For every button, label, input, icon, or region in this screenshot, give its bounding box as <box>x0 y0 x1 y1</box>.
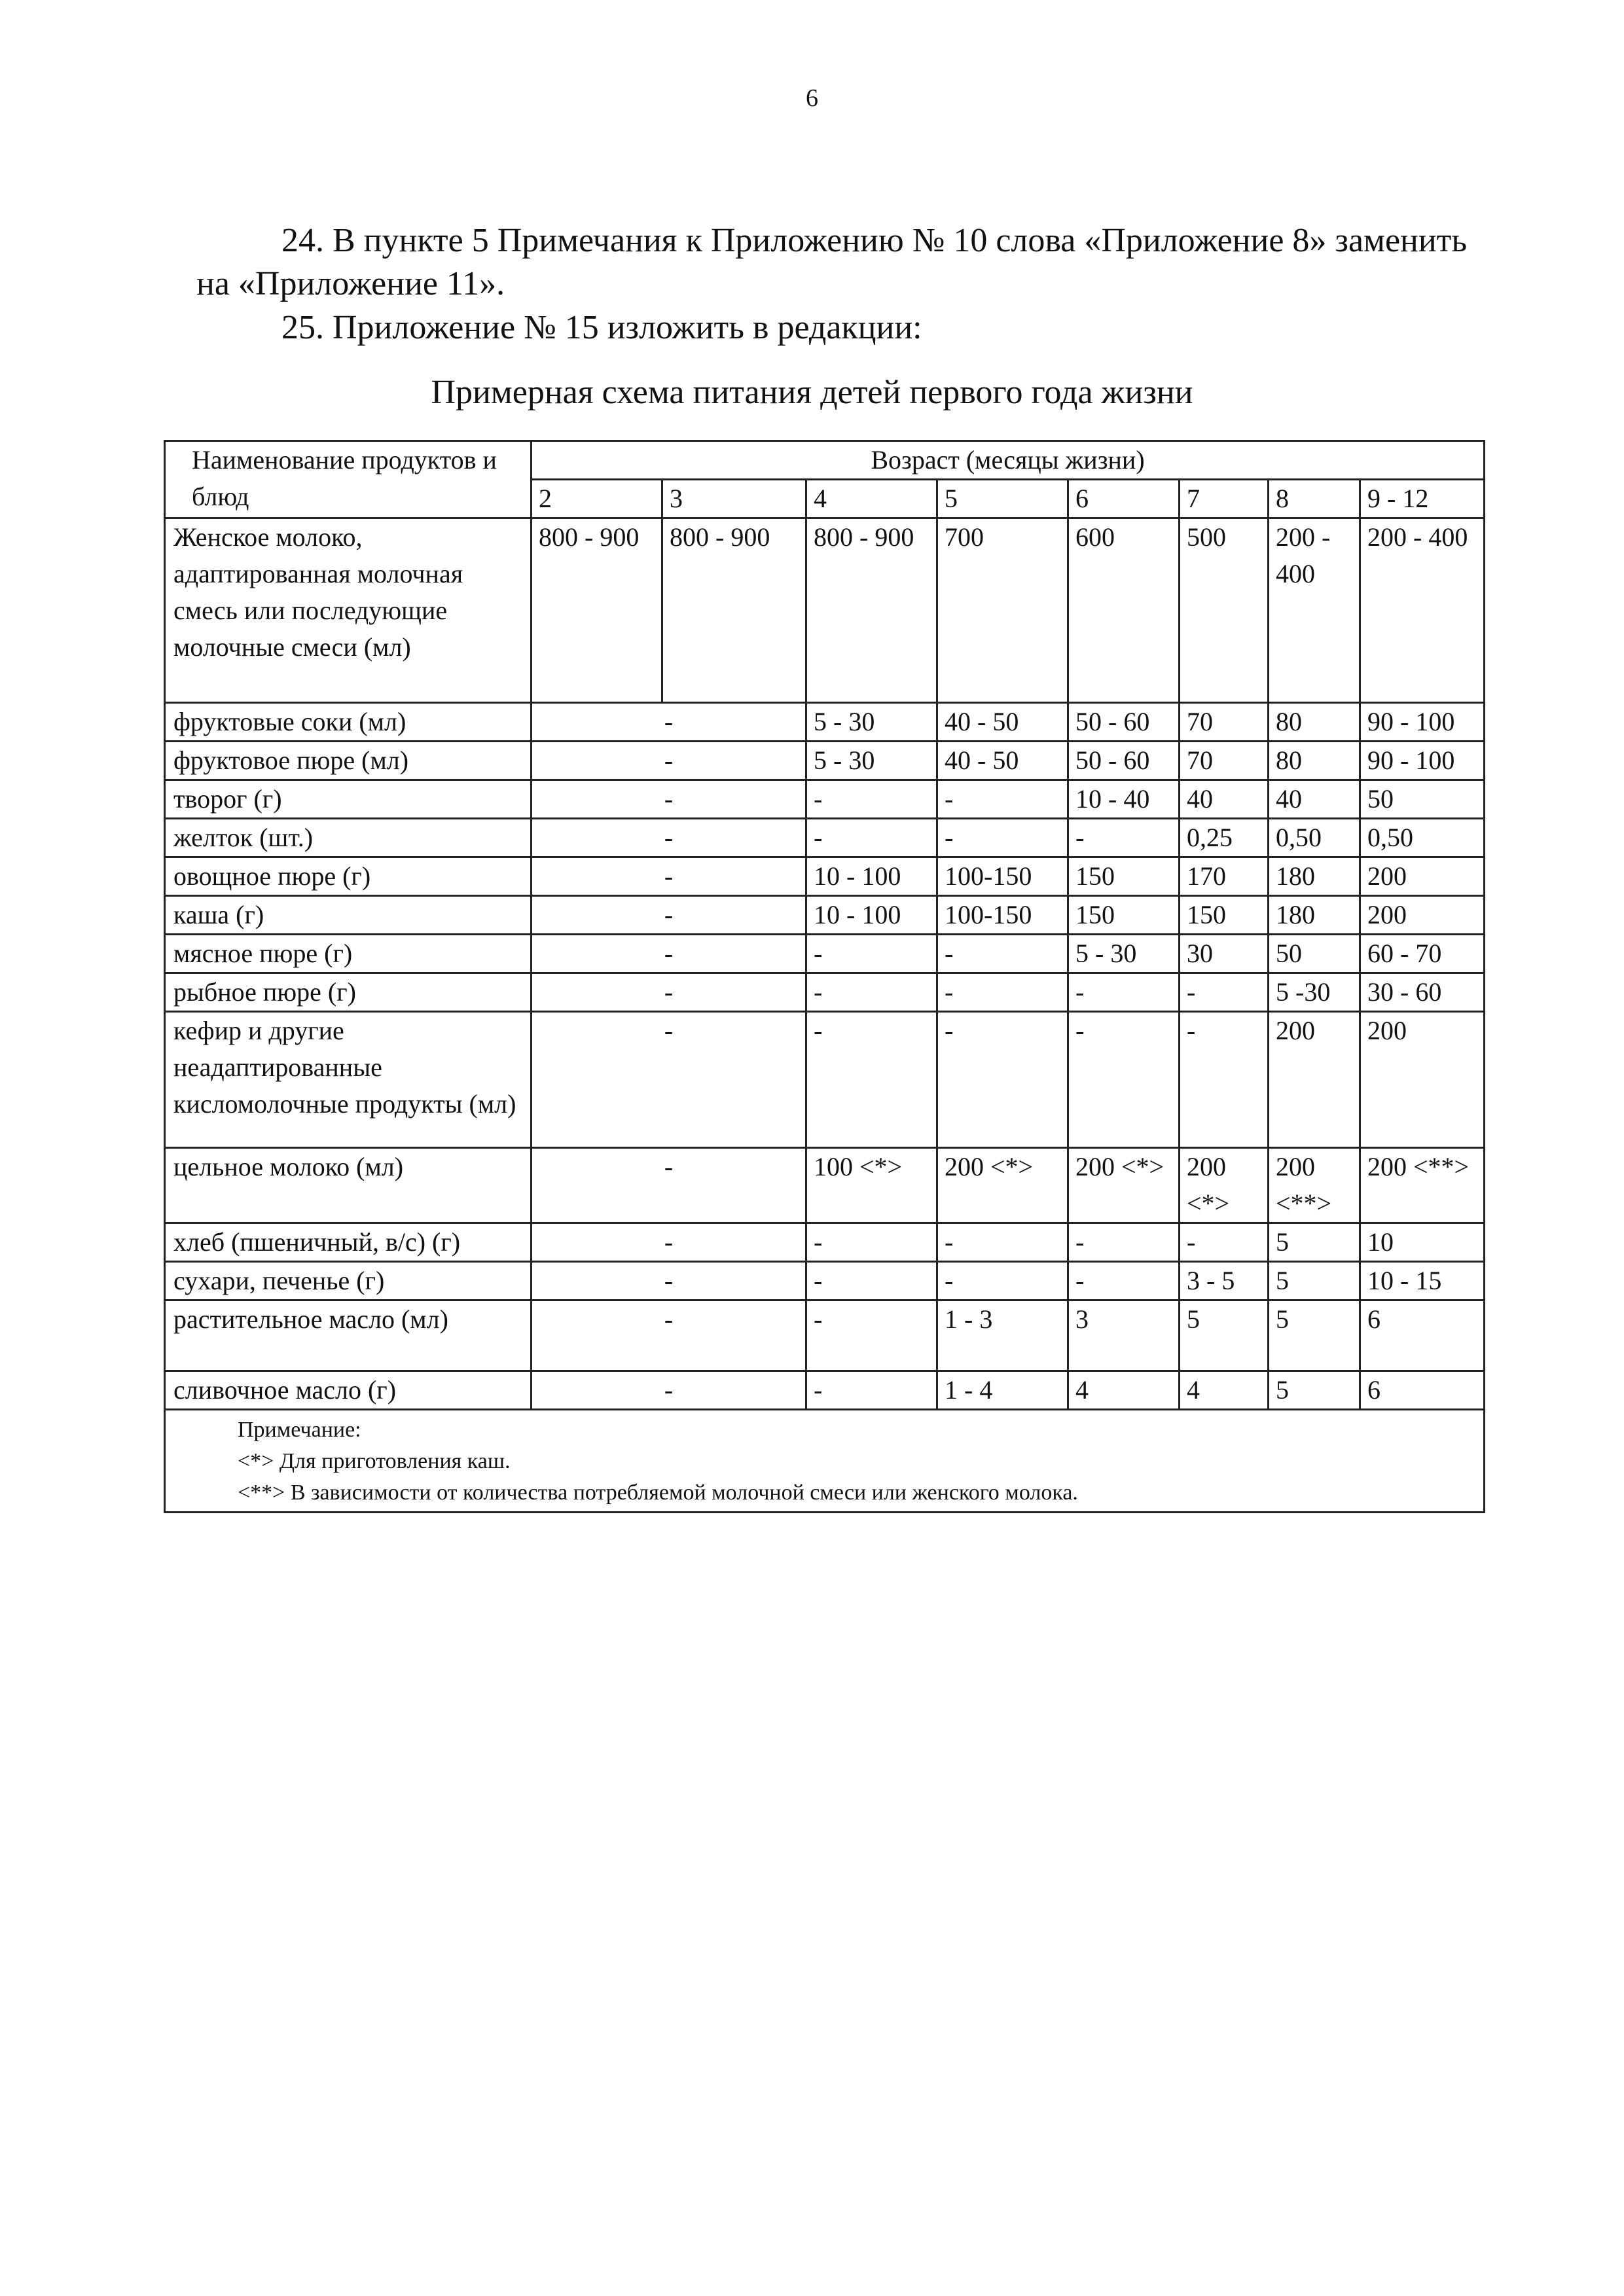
value-cell: 6 <box>1360 1371 1485 1410</box>
page-number: 6 <box>806 84 818 112</box>
value-cell-months-2-3: - <box>532 1300 806 1371</box>
value-cell: - <box>1068 1262 1180 1300</box>
value-cell: - <box>1068 819 1180 857</box>
value-cell: 5 - 30 <box>806 742 937 780</box>
value-cell: 5 <box>1269 1262 1360 1300</box>
value-cell: 10 - 40 <box>1068 780 1180 819</box>
value-cell: 50 <box>1269 935 1360 973</box>
value-cell: 30 <box>1180 935 1269 973</box>
value-cell: - <box>937 1012 1068 1148</box>
value-cell: 0,25 <box>1180 819 1269 857</box>
value-cell: 800 - 900 <box>806 518 937 703</box>
note-line: <*> Для приготовления каш. <box>238 1449 511 1473</box>
value-cell: 600 <box>1068 518 1180 703</box>
value-cell: 200 <box>1360 1012 1485 1148</box>
value-cell: - <box>1068 973 1180 1012</box>
notes-row <box>165 1410 1485 1513</box>
value-cell: 70 <box>1180 703 1269 742</box>
row-name: сухари, печенье (г) <box>165 1262 532 1300</box>
value-cell: - <box>806 935 937 973</box>
value-cell: 90 - 100 <box>1360 742 1485 780</box>
value-cell: 700 <box>937 518 1068 703</box>
age-header-cell: 4 <box>806 480 937 518</box>
row-name: сливочное масло (г) <box>165 1371 532 1410</box>
table-row <box>165 1300 1485 1371</box>
table-row <box>165 1371 1485 1410</box>
value-cell: 200 <box>1269 1012 1360 1148</box>
value-cell: - <box>1180 1223 1269 1262</box>
row-name: хлеб (пшеничный, в/с) (г) <box>165 1223 532 1262</box>
value-cell: 4 <box>1068 1371 1180 1410</box>
notes-cell <box>165 1410 1485 1513</box>
value-cell: 150 <box>1068 857 1180 896</box>
value-cell: 1 - 4 <box>937 1371 1068 1410</box>
feeding-schedule-table <box>164 440 1485 1513</box>
value-cell: 4 <box>1180 1371 1269 1410</box>
value-cell: 3 - 5 <box>1180 1262 1269 1300</box>
value-cell-months-2-3: - <box>532 1223 806 1262</box>
table-row <box>165 819 1485 857</box>
paragraph-25: 25. Приложение № 15 изложить в редакции: <box>281 309 922 346</box>
value-cell: - <box>806 973 937 1012</box>
value-cell: 10 - 100 <box>806 857 937 896</box>
header-name-cell: Наименование продуктов и блюд <box>165 441 532 518</box>
value-cell-months-2-3: - <box>532 935 806 973</box>
value-cell: 100 <*> <box>806 1148 937 1223</box>
value-cell: - <box>806 1300 937 1371</box>
value-cell: 180 <box>1269 896 1360 935</box>
value-cell: 5 - 30 <box>1068 935 1180 973</box>
table-title: Примерная схема питания детей первого года жизни <box>431 374 1193 411</box>
value-cell: 200 - 400 <box>1269 518 1360 703</box>
age-header-cell: 6 <box>1068 480 1180 518</box>
age-header-cell: 8 <box>1269 480 1360 518</box>
value-cell-months-2-3: - <box>532 742 806 780</box>
value-cell: 5 <box>1269 1371 1360 1410</box>
row-name: желток (шт.) <box>165 819 532 857</box>
value-cell: 40 <box>1269 780 1360 819</box>
value-cell: 50 <box>1360 780 1485 819</box>
row-name: цельное молоко (мл) <box>165 1148 532 1223</box>
row-name: кефир и другие неадаптированные кисломолочные продукты (мл) <box>165 1012 532 1148</box>
row-name: каша (г) <box>165 896 532 935</box>
value-cell: 200 <**> <box>1269 1148 1360 1223</box>
table-row <box>165 1262 1485 1300</box>
value-cell: 100-150 <box>937 857 1068 896</box>
value-cell: 200 <*> <box>1068 1148 1180 1223</box>
value-cell: 180 <box>1269 857 1360 896</box>
value-cell: 800 - 900 <box>532 518 662 703</box>
value-cell: 6 <box>1360 1300 1485 1371</box>
age-header-cell: 7 <box>1180 480 1269 518</box>
value-cell-months-2-3: - <box>532 1262 806 1300</box>
age-header-cell: 9 - 12 <box>1360 480 1485 518</box>
value-cell: 10 <box>1360 1223 1485 1262</box>
value-cell: 200 <box>1360 896 1485 935</box>
value-cell: 5 <box>1180 1300 1269 1371</box>
table-row <box>165 1223 1485 1262</box>
value-cell: - <box>1068 1012 1180 1148</box>
table-row <box>165 703 1485 742</box>
value-cell: 70 <box>1180 742 1269 780</box>
value-cell: 80 <box>1269 742 1360 780</box>
value-cell: - <box>1068 1223 1180 1262</box>
table-row <box>165 857 1485 896</box>
value-cell: 200 <box>1360 857 1485 896</box>
table-row <box>165 1012 1485 1148</box>
value-cell: 50 - 60 <box>1068 742 1180 780</box>
value-cell: 170 <box>1180 857 1269 896</box>
value-cell: 40 - 50 <box>937 742 1068 780</box>
table-row <box>165 935 1485 973</box>
value-cell: 150 <box>1180 896 1269 935</box>
note-line: Примечание: <box>238 1418 361 1442</box>
value-cell: 200 - 400 <box>1360 518 1485 703</box>
age-header-cell: 3 <box>662 480 806 518</box>
value-cell-months-2-3: - <box>532 1371 806 1410</box>
value-cell: 200 <**> <box>1360 1148 1485 1223</box>
value-cell-months-2-3: - <box>532 896 806 935</box>
value-cell: 5 - 30 <box>806 703 937 742</box>
value-cell: - <box>1180 1012 1269 1148</box>
milk-row <box>165 518 1485 703</box>
value-cell: 200 <*> <box>1180 1148 1269 1223</box>
value-cell: 0,50 <box>1269 819 1360 857</box>
paragraph-24: 24. В пункте 5 Примечания к Приложению № 10 слова «Приложение 8» заменить на «Приложение 11». <box>196 222 1468 302</box>
value-cell: - <box>937 780 1068 819</box>
value-cell-months-2-3: - <box>532 1148 806 1223</box>
value-cell: - <box>806 780 937 819</box>
note-line: <**> В зависимости от количества потребляемой молочной смеси или женского молока. <box>238 1480 1078 1505</box>
value-cell: - <box>937 973 1068 1012</box>
table-row <box>165 780 1485 819</box>
row-name: овощное пюре (г) <box>165 857 532 896</box>
value-cell: 800 - 900 <box>662 518 806 703</box>
value-cell: 50 - 60 <box>1068 703 1180 742</box>
value-cell: - <box>806 1262 937 1300</box>
value-cell-months-2-3: - <box>532 780 806 819</box>
value-cell: 3 <box>1068 1300 1180 1371</box>
value-cell-months-2-3: - <box>532 973 806 1012</box>
value-cell: - <box>806 1012 937 1148</box>
value-cell: - <box>937 1223 1068 1262</box>
value-cell-months-2-3: - <box>532 1012 806 1148</box>
value-cell: 5 <box>1269 1300 1360 1371</box>
value-cell-months-2-3: - <box>532 857 806 896</box>
value-cell: 10 - 100 <box>806 896 937 935</box>
value-cell: 100-150 <box>937 896 1068 935</box>
value-cell: 40 <box>1180 780 1269 819</box>
value-cell: 10 - 15 <box>1360 1262 1485 1300</box>
row-name: мясное пюре (г) <box>165 935 532 973</box>
row-name: фруктовые соки (мл) <box>165 703 532 742</box>
row-name: Женское молоко, адаптированная молочная смесь или последующие молочные смеси (мл) <box>165 518 532 703</box>
value-cell: - <box>1180 973 1269 1012</box>
value-cell: 0,50 <box>1360 819 1485 857</box>
value-cell: - <box>937 819 1068 857</box>
value-cell: - <box>937 1262 1068 1300</box>
table-row <box>165 973 1485 1012</box>
value-cell: 200 <*> <box>937 1148 1068 1223</box>
value-cell: 150 <box>1068 896 1180 935</box>
value-cell: 5 <box>1269 1223 1360 1262</box>
row-name: творог (г) <box>165 780 532 819</box>
value-cell: - <box>806 1371 937 1410</box>
value-cell-months-2-3: - <box>532 819 806 857</box>
age-header-cell: 5 <box>937 480 1068 518</box>
value-cell: 90 - 100 <box>1360 703 1485 742</box>
header-age-cell: Возраст (месяцы жизни) <box>532 441 1485 480</box>
value-cell: 5 -30 <box>1269 973 1360 1012</box>
value-cell: 500 <box>1180 518 1269 703</box>
value-cell: - <box>806 819 937 857</box>
value-cell: 80 <box>1269 703 1360 742</box>
header-row-1 <box>165 441 1485 480</box>
table-row <box>165 896 1485 935</box>
table-row <box>165 1148 1485 1223</box>
row-name: фруктовое пюре (мл) <box>165 742 532 780</box>
value-cell: - <box>937 935 1068 973</box>
row-name: рыбное пюре (г) <box>165 973 532 1012</box>
value-cell: 60 - 70 <box>1360 935 1485 973</box>
table-row <box>165 742 1485 780</box>
row-name: растительное масло (мл) <box>165 1300 532 1371</box>
value-cell-months-2-3: - <box>532 703 806 742</box>
value-cell: 30 - 60 <box>1360 973 1485 1012</box>
value-cell: 40 - 50 <box>937 703 1068 742</box>
value-cell: 1 - 3 <box>937 1300 1068 1371</box>
age-header-cell: 2 <box>532 480 662 518</box>
value-cell: - <box>806 1223 937 1262</box>
